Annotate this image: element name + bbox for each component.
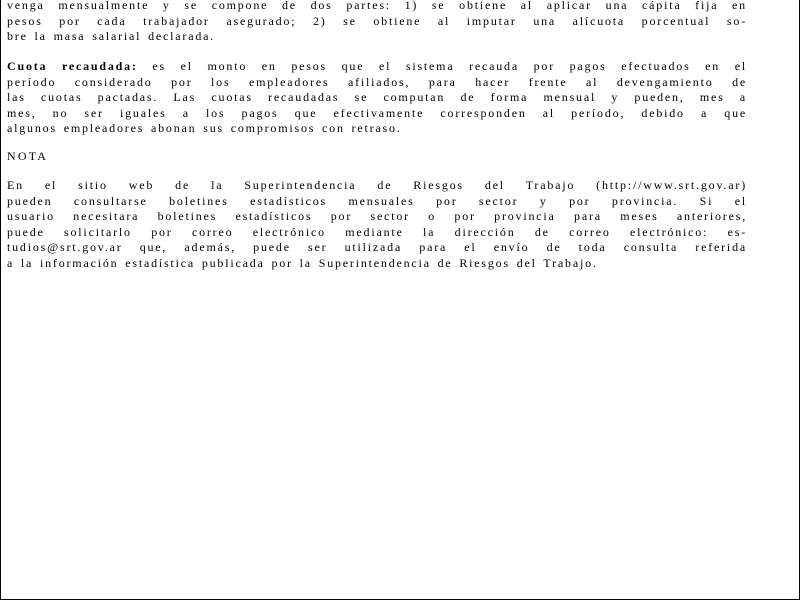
paragraph-line: puede solicitarlo por correo electrónico mediante la dirección de correo electrónico: es- [7, 224, 747, 239]
paragraph-intro [7, 0, 747, 45]
paragraph-line: pueden consultarse boletines estadísticos mensuales por sector y por provincia. Si el [7, 193, 747, 208]
definition-text: es el monto en pesos que el sistema recauda por pagos efectuados en el [152, 59, 747, 73]
paragraph-line [7, 59, 747, 75]
paragraph-line: algunos empleadores abonan sus compromisos con retraso. [7, 121, 402, 135]
paragraph-line: a la información estadística publicada por la Superintendencia de Riesgos del Trabajo. [7, 255, 598, 270]
paragraph-line: usuario necesitara boletines estadísticos por sector o por provincia para meses anteriores, [7, 209, 747, 223]
section-heading-nota: NOTA [7, 149, 49, 163]
paragraph-line: período considerado por los empleadores afiliados, para hacer frente al devengamiento de [7, 74, 747, 89]
paragraph-line: pesos por cada trabajador asegurado; 2) se obtiene al imputar una alícuota porcentual so- [7, 13, 747, 28]
paragraph-line: bre la masa salarial declarada. [7, 29, 216, 43]
paragraph-cuota-recaudada [7, 59, 747, 137]
paragraph-line: tudios@srt.gov.ar que, además, puede ser utilizada para el envío de toda consulta referida [7, 240, 747, 254]
paragraph-line: mes, no ser iguales a los pagos que efectivamente corresponden al período, debido a que [7, 105, 747, 120]
paragraph-line: venga mensualmente y se compone de dos partes: 1) se obtiene al aplicar una cápita fija en [7, 0, 747, 12]
paragraph-nota [7, 178, 747, 271]
paragraph-line: En el sitio web de la Superintendencia de Riesgos del Trabajo (http://www.srt.gov.ar) [7, 178, 747, 192]
definition-term: Cuota recaudada: [7, 59, 138, 73]
paragraph-line: las cuotas pactadas. Las cuotas recaudadas se computan de forma mensual y pueden, mes a [7, 90, 747, 104]
